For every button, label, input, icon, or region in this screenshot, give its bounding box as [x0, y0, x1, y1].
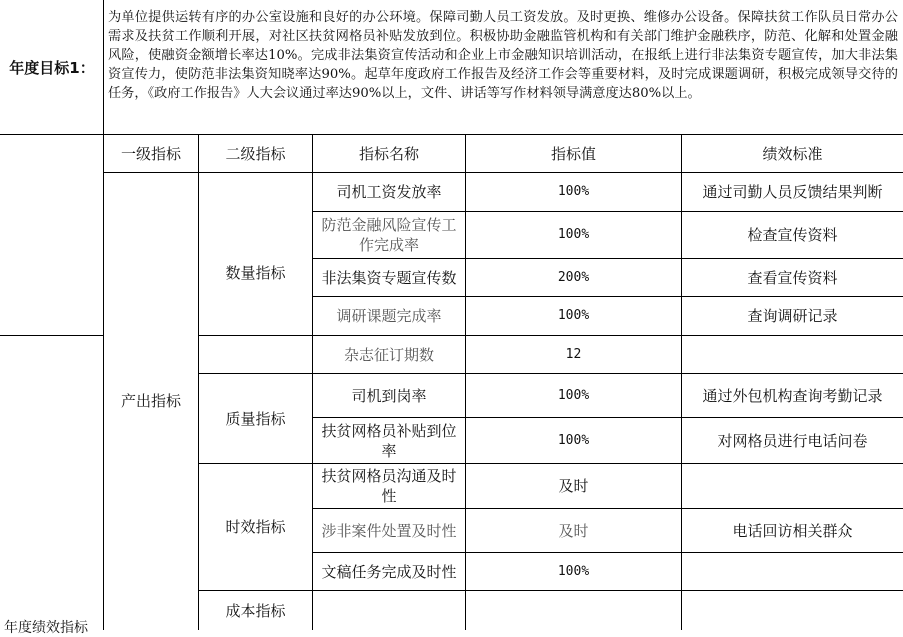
indicator-value: 及时: [558, 521, 589, 540]
indicator-standard: 检查宣传资料: [747, 226, 838, 244]
level1-output: 产出指标: [120, 392, 181, 410]
indicator-value: 及时: [558, 477, 589, 495]
indicator-name: 司机工资发放率: [336, 183, 442, 201]
indicator-name: 杂志征订期数: [343, 345, 434, 364]
indicator-standard: 查看宣传资料: [747, 268, 838, 287]
indicator-name: 调研课题完成率: [336, 307, 442, 325]
level2-cost: 成本指标: [225, 601, 286, 620]
level2-quality: 质量指标: [225, 409, 286, 428]
header-value: 指标值: [550, 144, 596, 163]
indicator-standard: 电话回访相关群众: [732, 521, 853, 540]
indicator-standard: 对网格员进行电话问卷: [717, 431, 868, 450]
level2-quantity: 数量指标: [225, 264, 286, 282]
indicator-value: 100%: [557, 563, 590, 579]
indicator-value: 100%: [557, 184, 590, 199]
goal-text: 为单位提供运转有序的办公室设施和良好的办公环境。保障司勤人员工资发放。及时更换、维修办公设备。保障扶贫工作队员日常办公需求及扶贫工作顺利开展，对社区扶贫网格员补贴发放到位。积极协助金融监管机构和有关部门维护金融秩序，防范、化解和处置金融风险，使融资金额增长率达10%。完成非法集资宣传活动和企业上市金融知识培训活动，在报纸上进行非法集资专题宣传，加大非法集资宣传力，使防范非法集资知晓率达90%。起草年度政府工作报告及经济工作会等重要材料，及时完成课题调研，积极完成领导交待的任务，《政府工作报告》人大会议通过率达90%以上，文件、讲话等写作材料领导满意度达80%以上。: [108, 10, 898, 101]
indicator-standard: 查询调研记录: [747, 307, 838, 325]
indicator-value: [466, 591, 681, 630]
indicator-value: 12: [565, 346, 582, 362]
indicator-value: 100%: [557, 227, 590, 242]
indicator-value: 100%: [557, 308, 590, 323]
indicator-name: 扶贫网格员沟通及时性: [321, 467, 457, 505]
header-level1: 一级指标: [120, 144, 181, 163]
indicator-standard: [682, 464, 903, 508]
indicator-value: 200%: [557, 269, 590, 285]
indicator-name: 文稿任务完成及时性: [321, 562, 457, 581]
indicator-name: 非法集资专题宣传数: [321, 268, 457, 287]
indicator-name: [313, 591, 465, 630]
side-label: 年度绩效指标: [4, 620, 88, 636]
indicator-name: 涉非案件处置及时性: [321, 521, 457, 540]
indicator-name: 司机到岗率: [351, 386, 427, 405]
indicator-value: 100%: [557, 432, 590, 448]
indicator-name: 防范金融风险宣传工作完成率: [321, 216, 457, 254]
indicator-standard: 通过外包机构查询考勤记录: [702, 386, 883, 405]
header-standard: 绩效标准: [762, 144, 823, 163]
indicator-name: 扶贫网格员补贴到位率: [321, 421, 457, 460]
indicator-standard: [682, 591, 903, 630]
indicator-standard: 通过司勤人员反馈结果判断: [702, 183, 883, 201]
indicator-standard: [682, 336, 903, 373]
header-name: 指标名称: [358, 144, 419, 163]
indicator-standard: [682, 553, 903, 590]
level2-timeliness: 时效指标: [225, 518, 286, 536]
header-level2: 二级指标: [225, 144, 286, 163]
indicator-value: 100%: [557, 387, 590, 403]
goal-label: 年度目标1：: [9, 58, 95, 77]
